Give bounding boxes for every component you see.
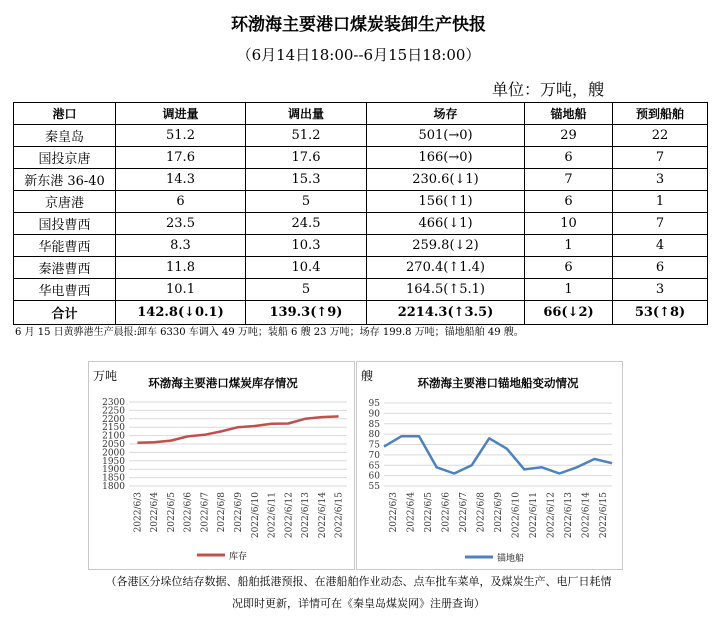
- table-row: [14, 257, 708, 279]
- table-cell: 5: [246, 279, 367, 301]
- x-tick-label: 2022/6/13: [301, 492, 312, 539]
- table-header-row: [14, 103, 708, 125]
- table-cell: 6: [613, 257, 708, 279]
- stock-chart: [88, 361, 355, 570]
- table-cell: 11.8: [116, 257, 246, 279]
- anchor-chart-svg: [357, 362, 622, 569]
- x-tick-label: 2022/6/11: [267, 492, 278, 539]
- y-tick-label: 2100: [102, 431, 125, 442]
- y-tick-label: 2150: [102, 423, 125, 434]
- y-tick-label: 1900: [102, 465, 125, 476]
- y-tick-label: 2300: [102, 398, 125, 408]
- table-cell: 466(↓1): [367, 213, 525, 235]
- y-tick-label: 2250: [102, 406, 125, 417]
- table-row: [14, 147, 708, 169]
- table-cell: 166(→0): [367, 147, 525, 169]
- total-cell: 66(↓2): [525, 301, 613, 325]
- x-tick-label: 2022/6/4: [406, 492, 417, 533]
- y-tick-label: 80: [368, 430, 380, 441]
- table-cell: 14.3: [116, 169, 246, 191]
- table-cell: 230.6(↓1): [367, 169, 525, 191]
- header-anchored: 锚地船: [525, 103, 613, 125]
- y-tick-label: 1800: [102, 482, 125, 492]
- table-cell: 51.2: [116, 125, 246, 147]
- y-tick-label: 1850: [102, 473, 125, 484]
- x-tick-label: 2022/6/12: [284, 492, 295, 539]
- header-inbound: 调进量: [116, 103, 246, 125]
- table-cell: 10.3: [246, 235, 367, 257]
- table-cell: 17.6: [246, 147, 367, 169]
- chart-unit-label: 艘: [361, 369, 374, 383]
- table-cell: 17.6: [116, 147, 246, 169]
- table-cell: 259.8(↓2): [367, 235, 525, 257]
- table-cell: 270.4(↑1.4): [367, 257, 525, 279]
- x-tick-label: 2022/6/7: [458, 492, 469, 533]
- x-tick-label: 2022/6/3: [133, 492, 144, 533]
- table-cell: 秦皇岛: [14, 125, 116, 147]
- y-tick-label: 2050: [102, 440, 125, 450]
- table-cell: 新东港 36-40: [14, 169, 116, 191]
- x-tick-label: 2022/6/10: [511, 492, 522, 539]
- x-tick-label: 2022/6/13: [564, 492, 575, 539]
- table-row: [14, 191, 708, 213]
- x-tick-label: 2022/6/4: [150, 492, 161, 533]
- x-tick-label: 2022/6/8: [476, 492, 487, 533]
- header-outbound: 调出量: [246, 103, 367, 125]
- x-tick-label: 2022/6/8: [217, 492, 228, 533]
- huanghua-note: 6 月 15 日黄骅港生产晨报:卸车 6330 车调入 49 万吨；装船 6 艘 23 万吨；场存 199.8 万吨；锚地船舶 49 艘。: [15, 327, 524, 338]
- table-cell: 156(↑1): [367, 191, 525, 213]
- chart-title: 环渤海主要港口锚地船变动情况: [417, 376, 579, 390]
- table-cell: 23.5: [116, 213, 246, 235]
- table-row: [14, 235, 708, 257]
- header-stock: 场存: [367, 103, 525, 125]
- total-cell: 139.3(↑9): [246, 301, 367, 325]
- x-tick-label: 2022/6/9: [494, 492, 504, 533]
- x-tick-label: 2022/6/9: [234, 492, 244, 533]
- table-cell: 10.1: [116, 279, 246, 301]
- x-tick-label: 2022/6/5: [423, 492, 434, 533]
- x-tick-label: 2022/6/15: [334, 492, 345, 539]
- legend-label: 库存: [229, 552, 248, 562]
- table-row: [14, 213, 708, 235]
- y-tick-label: 2200: [102, 414, 125, 425]
- x-tick-label: 2022/6/15: [599, 492, 610, 539]
- table-cell: 6: [525, 191, 613, 213]
- x-tick-label: 2022/6/3: [388, 492, 399, 533]
- y-tick-label: 60: [368, 471, 380, 482]
- table-cell: 10.4: [246, 257, 367, 279]
- header-expected: 预到船舶: [613, 103, 708, 125]
- anchor-chart: [356, 361, 623, 570]
- table-cell: 华能曹西: [14, 235, 116, 257]
- table-row: [14, 125, 708, 147]
- table-row: [14, 169, 708, 191]
- table-cell: 华电曹西: [14, 279, 116, 301]
- table-cell: 8.3: [116, 235, 246, 257]
- series-line: [137, 416, 338, 442]
- total-cell: 2214.3(↑3.5): [367, 301, 525, 325]
- report-period: （6月14日18:00--6月15日18:00）: [236, 46, 481, 64]
- table-cell: 7: [525, 169, 613, 191]
- x-tick-label: 2022/6/10: [250, 492, 261, 539]
- x-tick-label: 2022/6/5: [166, 492, 177, 533]
- total-cell: 53(↑8): [613, 301, 708, 325]
- table-cell: 3: [613, 279, 708, 301]
- table-cell: 6: [525, 257, 613, 279]
- y-tick-label: 85: [368, 419, 380, 430]
- table-cell: 10: [525, 213, 613, 235]
- footer-line-1: （各港区分垛位结存数据、船舶抵港预报、在港船舶作业动态、点车批车菜单，及煤炭生产、电厂日耗情: [105, 575, 612, 588]
- x-tick-label: 2022/6/6: [441, 492, 452, 533]
- table-cell: 501(→0): [367, 125, 525, 147]
- stock-chart-svg: [89, 362, 354, 569]
- unit-label: 单位：万吨，艘: [492, 80, 605, 99]
- y-tick-label: 65: [368, 461, 380, 472]
- table-cell: 5: [246, 191, 367, 213]
- y-tick-label: 95: [368, 399, 380, 409]
- table-cell: 51.2: [246, 125, 367, 147]
- legend-label: 锚地船: [497, 554, 525, 564]
- x-tick-label: 2022/6/14: [581, 492, 592, 539]
- table-cell: 7: [613, 147, 708, 169]
- x-tick-label: 2022/6/14: [317, 492, 328, 539]
- x-tick-label: 2022/6/12: [546, 492, 557, 539]
- table-cell: 29: [525, 125, 613, 147]
- total-cell: 142.8(↓0.1): [116, 301, 246, 325]
- table-cell: 秦港曹西: [14, 257, 116, 279]
- x-tick-label: 2022/6/7: [200, 492, 211, 533]
- table-cell: 1: [525, 279, 613, 301]
- table-cell: 1: [613, 191, 708, 213]
- table-cell: 1: [525, 235, 613, 257]
- table-cell: 164.5(↑5.1): [367, 279, 525, 301]
- x-tick-label: 2022/6/11: [529, 492, 540, 539]
- table-cell: 3: [613, 169, 708, 191]
- report-title: 环渤海主要港口煤炭装卸生产快报: [231, 15, 486, 35]
- table-cell: 国投京唐: [14, 147, 116, 169]
- chart-unit-label: 万吨: [93, 369, 118, 383]
- total-row: [14, 301, 708, 325]
- table-cell: 24.5: [246, 213, 367, 235]
- total-cell: 合计: [14, 301, 116, 325]
- header-port: 港口: [14, 103, 116, 125]
- table-cell: 6: [525, 147, 613, 169]
- y-tick-label: 90: [368, 409, 380, 420]
- table-cell: 7: [613, 213, 708, 235]
- table-cell: 6: [116, 191, 246, 213]
- y-tick-label: 2000: [102, 448, 125, 459]
- y-tick-label: 1950: [102, 456, 125, 467]
- footer-line-2: 况即时更新，详情可在《秦皇岛煤炭网》注册查询）: [232, 597, 485, 610]
- table-row: [14, 279, 708, 301]
- y-tick-label: 70: [368, 450, 380, 461]
- y-tick-label: 55: [368, 482, 380, 492]
- coal-table: [13, 102, 708, 325]
- y-tick-label: 75: [368, 440, 380, 451]
- x-tick-label: 2022/6/6: [183, 492, 194, 533]
- table-cell: 国投曹西: [14, 213, 116, 235]
- table-cell: 15.3: [246, 169, 367, 191]
- chart-title: 环渤海主要港口煤炭库存情况: [148, 376, 298, 390]
- table-cell: 4: [613, 235, 708, 257]
- table-cell: 22: [613, 125, 708, 147]
- table-cell: 京唐港: [14, 191, 116, 213]
